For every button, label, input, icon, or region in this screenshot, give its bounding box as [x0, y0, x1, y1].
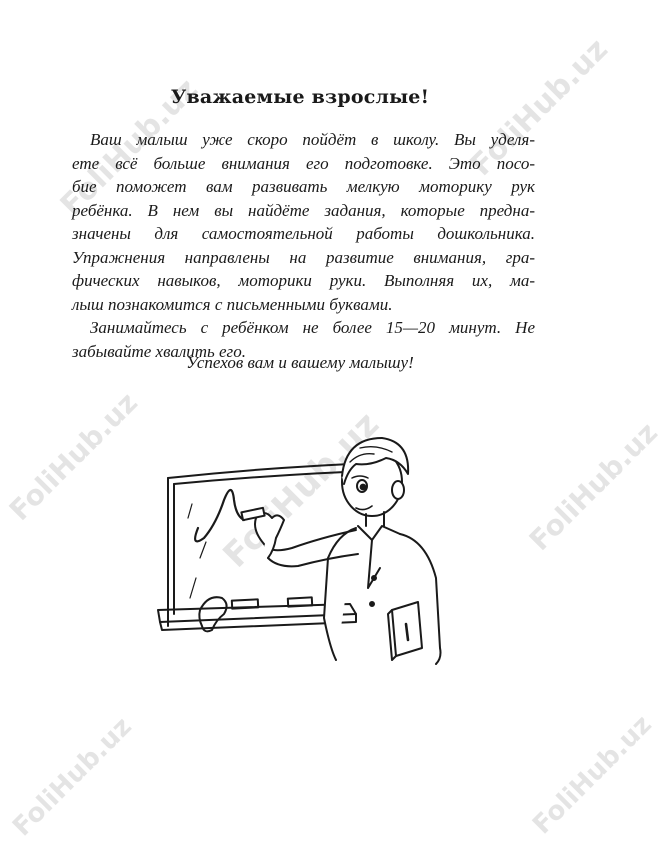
- watermark: FoliHub.uz: [7, 711, 138, 842]
- watermark: FoliHub.uz: [527, 709, 658, 841]
- text-line: ете всё больше внимания его подготовке. Это посо-: [72, 153, 535, 173]
- text-line: значены для самостоятельной работы дошкольника.: [72, 224, 535, 243]
- text-line: забывайте хвалить его.: [72, 341, 246, 361]
- text-line: Упражнения направлены на развитие внимания, гра-: [72, 247, 535, 267]
- closing-wish: Успехов вам и вашему малышу!: [186, 353, 414, 372]
- watermark: FoliHub.uz: [2, 385, 144, 528]
- teacher-at-blackboard-illustration: [160, 408, 450, 668]
- watermark: FoliHub.uz: [463, 31, 615, 184]
- text-line: Занимайтесь с ребёнком не более 15—20 минут. Не: [90, 318, 535, 337]
- text-line: лыш познакомится с письменными буквами.: [72, 294, 393, 314]
- watermark: FoliHub.uz: [215, 404, 387, 576]
- text-line: ребёнка. В нем вы найдёте задания, которые предна-: [72, 200, 535, 220]
- text-line: Ваш малыш уже скоро пойдёт в школу. Вы уделя-: [90, 130, 535, 149]
- eraser-icon: [199, 597, 226, 631]
- watermark: FoliHub.uz: [53, 71, 205, 224]
- chalk-squiggle: [195, 490, 244, 541]
- watermark: FoliHub.uz: [522, 415, 664, 558]
- text-line: бие поможет вам развивать мелкую моторику рук: [72, 177, 535, 196]
- page-title: Уважаемые взрослые!: [170, 86, 430, 108]
- text-line: фических навыков, моторики руки. Выполняя их, ма-: [72, 271, 535, 290]
- body-text: [72, 128, 535, 363]
